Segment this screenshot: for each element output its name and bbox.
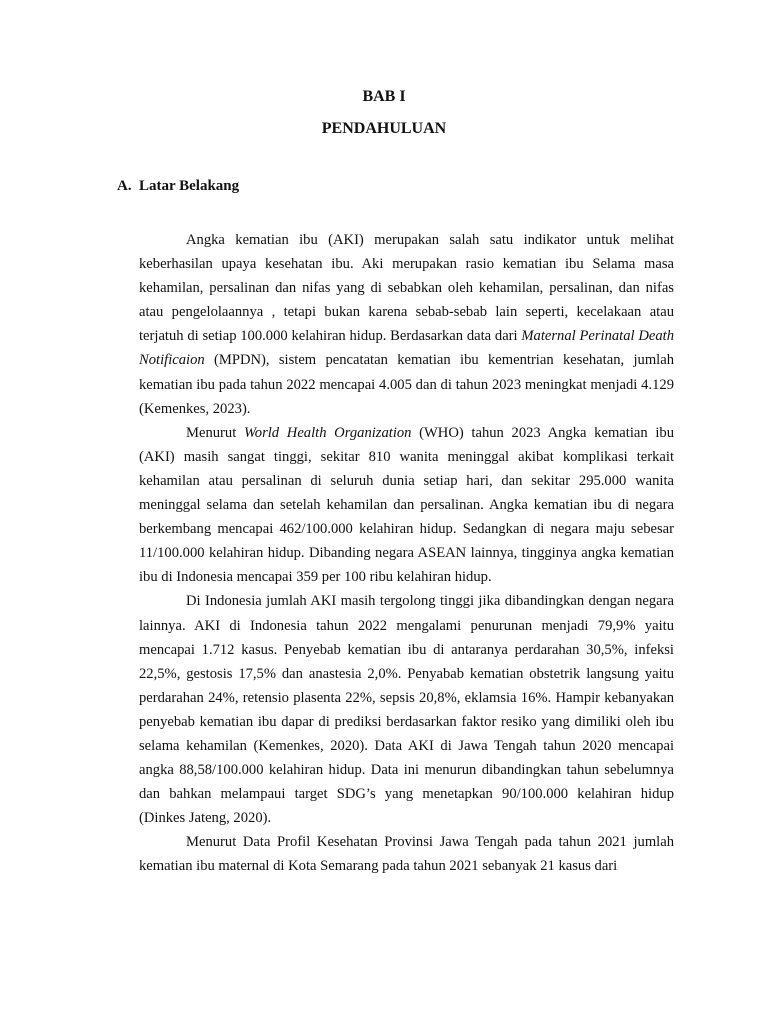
paragraph-2 <box>139 421 674 590</box>
paragraph-4: Menurut Data Profil Kesehatan Provinsi Jawa Tengah pada tahun 2021 jumlah kematian ibu maternal di Kota Semarang pada tahun 2021 sebanyak 21 kasus dari <box>139 834 674 875</box>
body-text <box>139 228 674 879</box>
paragraph-2-text-a: Menurut <box>186 424 244 441</box>
section-title: Latar Belakang <box>139 178 240 194</box>
section-letter: A. <box>117 178 132 194</box>
paragraph-1-text-b: (MPDN), sistem pencatatan kematian ibu kementrian kesehatan, jumlah kematian ibu pada tahun 2022 mencapai 4.005 dan di tahun 2023 meningkat menjadi 4.129 (Kemenkes, 2023). <box>139 352 674 417</box>
paragraph-2-italic: World Health Organization <box>243 424 412 441</box>
paragraph-1 <box>139 228 674 421</box>
paragraph-1-text-a: Angka kematian ibu (AKI) merupakan salah satu indikator untuk melihat keberhasilan upaya kesehatan ibu. Aki merupakan rasio kematian ibu Selama masa kehamilan, persalinan dan nifas yang di sebabkan oleh kehamilan, persalinan, dan nifas atau pengelolaannya , tetapi bukan karena sebab-sebab lain seperti, kecelakaan atau terjatuh di setiap 100.000 kelahiran hidup. Berdasarkan data dari <box>139 232 674 345</box>
section-heading <box>117 178 239 195</box>
paragraph-1-italic: Maternal Perinatal Death Notificaion <box>139 328 675 369</box>
chapter-number: BAB I <box>362 88 406 105</box>
paragraph-2-text-b: (WHO) tahun 2023 Angka kematian ibu (AKI) masih sangat tinggi, sekitar 810 wanita meninggal akibat komplikasi terkait kehamilan atau persalinan di seluruh dunia setiap hari, dan sekitar 295.000 wanita meninggal selama dan setelah kehamilan dan persalinan. Angka kematian ibu di negara berkembang mencapai 462/100.000 kelahiran hidup. Sedangkan di negara maju sebesar 11/100.000 kelahiran hidup. Dibanding negara ASEAN lainnya, tingginya angka kematian ibu di Indonesia mencapai 359 per 100 ribu kelahiran hidup. <box>139 424 674 586</box>
chapter-title: PENDAHULUAN <box>321 120 447 137</box>
paragraph-3: Di Indonesia jumlah AKI masih tergolong tinggi jika dibandingkan dengan negara lainnya. AKI di Indonesia tahun 2022 mengalami penurunan menjadi 79,9% yaitu mencapai 1.712 kasus. Penyebab kematian ibu di antaranya perdarahan 30,5%, infeksi 22,5%, gestosis 17,5% dan anastesia 2,0%. Penyabab kematian obstetrik langsung yaitu perdarahan 24%, retensio plasenta 22%, sepsis 20,8%, eklamsia 16%. Hampir kebanyakan penyebab kematian ibu dapar di prediksi berdasarkan faktor resiko yang dimiliki oleh ibu selama kehamilan (Kemenkes, 2020). Data AKI di Jawa Tengah tahun 2020 mencapai angka 88,58/100.000 kelahiran hidup. Data ini menurun dibandingkan tahun sebelumnya dan bahkan melampaui target SDG’s yang menetapkan 90/100.000 kelahiran hidup (Dinkes Jateng, 2020). <box>139 593 674 827</box>
